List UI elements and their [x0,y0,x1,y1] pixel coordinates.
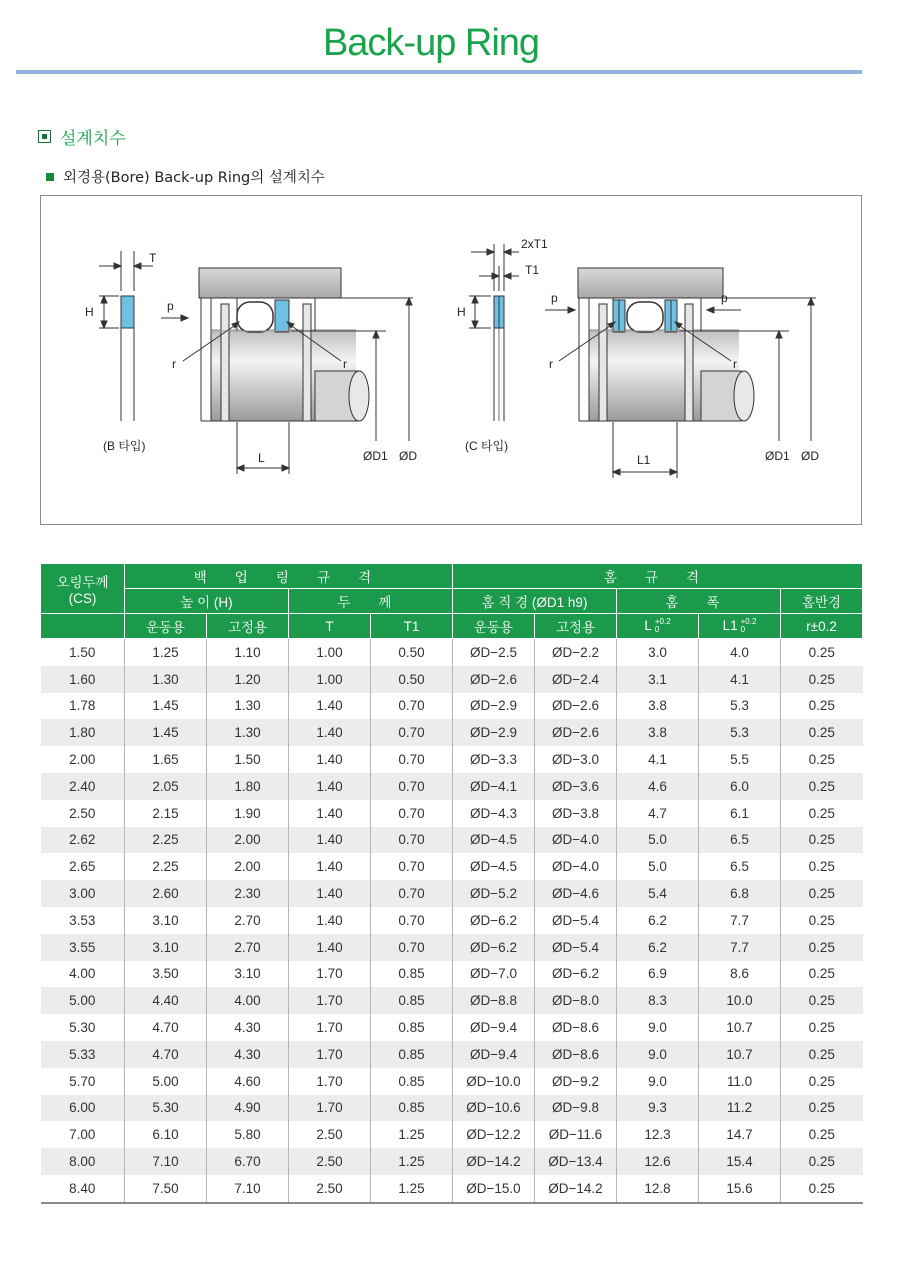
b-label-p: p [167,299,174,313]
table-cell: 0.70 [371,934,453,961]
b-type-drawing [99,251,413,474]
table-cell: 1.70 [289,1095,371,1122]
table-cell: 0.25 [781,639,863,666]
header-l-tol-bot: 0 [654,625,660,635]
b-label-d: ØD [399,449,417,463]
table-cell: 0.85 [371,1041,453,1068]
table-cell: 3.10 [125,934,207,961]
table-cell: 5.80 [207,1121,289,1148]
table-cell: 7.10 [207,1175,289,1203]
table-cell: 5.33 [41,1041,125,1068]
table-cell: 1.70 [289,1068,371,1095]
table-cell: 1.40 [289,827,371,854]
table-cell: 12.8 [617,1175,699,1203]
table-cell: 0.25 [781,880,863,907]
table-cell: 7.7 [699,907,781,934]
table-cell: 0.70 [371,773,453,800]
subsection-heading [46,166,325,187]
section-heading [38,124,126,149]
table-cell: 1.40 [289,693,371,720]
table-cell: 0.70 [371,907,453,934]
table-row [41,934,863,961]
table-cell: ØD−9.4 [453,1041,535,1068]
table-row [41,1148,863,1175]
table-cell: ØD−13.4 [535,1148,617,1175]
table-cell: 11.0 [699,1068,781,1095]
table-cell: 1.25 [125,639,207,666]
table-cell: 3.8 [617,693,699,720]
c-label-h: H [457,305,466,319]
table-cell: 6.0 [699,773,781,800]
table-cell: 4.30 [207,1041,289,1068]
table-cell: 8.6 [699,961,781,988]
table-cell: 0.85 [371,987,453,1014]
table-row [41,1014,863,1041]
table-cell: ØD−2.5 [453,639,535,666]
table-cell: 6.9 [617,961,699,988]
table-cell: ØD−4.6 [535,880,617,907]
table-cell: 2.00 [207,853,289,880]
header-thickness: 두 께 [289,589,453,614]
diagram-drawing [41,196,863,526]
b-ring-profile [121,296,134,328]
table-row [41,1041,863,1068]
table-cell: 1.00 [289,666,371,693]
table-row [41,639,863,666]
table-cell: 1.90 [207,800,289,827]
table-cell: ØD−15.0 [453,1175,535,1203]
table-cell: 2.30 [207,880,289,907]
table-cell: 8.3 [617,987,699,1014]
table-row [41,666,863,693]
table-cell: ØD−4.5 [453,827,535,854]
table-cell: 0.70 [371,853,453,880]
table-cell: 3.10 [207,961,289,988]
c-label-d1: ØD1 [765,449,790,463]
table-cell: 0.85 [371,961,453,988]
table-cell: 7.10 [125,1148,207,1175]
c-label-t1: T1 [525,263,540,277]
table-cell: 1.30 [125,666,207,693]
table-row [41,827,863,854]
table-cell: 12.6 [617,1148,699,1175]
table-cell: 1.80 [41,719,125,746]
table-cell: 5.0 [617,827,699,854]
table-cell: 3.8 [617,719,699,746]
table-cell: 4.00 [207,987,289,1014]
table-cell: 9.0 [617,1068,699,1095]
table-cell: 11.2 [699,1095,781,1122]
table-cell: 4.1 [699,666,781,693]
table-cell: 1.30 [207,719,289,746]
c-label-p2: p [721,291,728,305]
table-cell: 5.5 [699,746,781,773]
table-cell: 2.40 [41,773,125,800]
table-cell: 1.60 [41,666,125,693]
b-type-caption: (B 타입) [103,439,146,453]
header-r: r±0.2 [781,614,863,639]
table-cell: 0.25 [781,693,863,720]
header-groove-width: 홈 폭 [617,589,781,614]
table-cell: 15.4 [699,1148,781,1175]
table-cell: 6.8 [699,880,781,907]
table-cell: ØD−9.4 [453,1014,535,1041]
table-cell: ØD−3.3 [453,746,535,773]
table-cell: 9.3 [617,1095,699,1122]
table-cell: 4.90 [207,1095,289,1122]
table-cell: 5.4 [617,880,699,907]
c-label-d: ØD [801,449,819,463]
table-cell: ØD−8.8 [453,987,535,1014]
table-cell: 3.53 [69,912,96,928]
table-cell: 0.25 [781,746,863,773]
table-cell: ØD−5.4 [535,934,617,961]
table-cell: 2.70 [207,907,289,934]
table-cell: 1.70 [289,1014,371,1041]
c-type-drawing [469,244,816,478]
table-cell: 2.00 [69,752,96,768]
b-label-d1: ØD1 [363,449,388,463]
table-cell: 3.00 [41,880,125,907]
table-cell: 4.00 [69,966,96,982]
b-label-r2: r [343,357,347,371]
table-cell: 0.25 [781,827,863,854]
table-cell: 1.65 [125,746,207,773]
table-cell: 5.30 [69,1020,96,1036]
table-cell: 4.7 [617,800,699,827]
header-l1-tol-top: +0.2 [740,617,757,627]
table-cell: 2.62 [41,827,125,854]
table-cell: 3.50 [125,961,207,988]
table-cell: 0.25 [781,666,863,693]
header-l-tol-top: +0.2 [654,617,671,627]
b-label-l: L [258,451,265,465]
table-row [41,1068,863,1095]
header-backup-spec: 백 업 링 규 격 [125,564,453,589]
table-cell: ØD−2.9 [453,719,535,746]
table-cell: ØD−8.0 [535,987,617,1014]
table-cell: 10.7 [699,1014,781,1041]
table-cell: 4.70 [125,1014,207,1041]
table-cell: 0.70 [371,719,453,746]
table-cell: 6.5 [699,853,781,880]
table-cell: ØD−2.6 [535,719,617,746]
table-cell: 0.25 [781,1175,863,1203]
table-row [41,773,863,800]
table-cell: ØD−8.6 [535,1041,617,1068]
table-cell: 5.3 [699,719,781,746]
table-cell: 1.30 [207,693,289,720]
table-cell: 2.65 [69,859,96,875]
header-l [617,614,699,639]
table-cell: 1.25 [371,1148,453,1175]
table-cell: 5.00 [41,987,125,1014]
b-label-r1: r [172,357,176,371]
table-cell: ØD−4.3 [453,800,535,827]
table-cell: 0.25 [781,853,863,880]
table-cell: ØD−2.6 [535,693,617,720]
page-title: Back-up Ring [322,22,540,64]
table-cell: 6.70 [207,1148,289,1175]
table-cell: 1.40 [289,853,371,880]
c-label-l1: L1 [637,453,651,467]
table-cell: 1.25 [371,1175,453,1203]
table-cell: 0.70 [371,800,453,827]
table-cell: ØD−4.5 [453,853,535,880]
table-cell: 0.70 [371,746,453,773]
c-label-r1: r [549,357,553,371]
section-title: 설계치수 [60,129,126,149]
table-cell: 3.0 [617,639,699,666]
table-cell: 0.25 [781,1121,863,1148]
table-cell: 1.00 [289,639,371,666]
table-cell: ØD−4.0 [535,827,617,854]
table-cell: 3.1 [617,666,699,693]
table-cell: 1.40 [289,719,371,746]
table-cell: 3.10 [125,907,207,934]
header-l1 [699,614,781,639]
table-cell: 0.25 [781,1068,863,1095]
table-cell: 14.7 [699,1121,781,1148]
c-type-caption: (C 타입) [465,439,509,453]
table-cell: 2.50 [289,1175,371,1203]
header-l-label: L [644,617,652,633]
header-groove-radius: 홈반경 [781,589,863,614]
table-cell: 2.70 [207,934,289,961]
table-cell: 5.00 [125,1068,207,1095]
table-cell: 6.10 [125,1121,207,1148]
table-cell: 2.15 [125,800,207,827]
header-dynamic-2: 운동용 [453,614,535,639]
table-cell: 9.0 [617,1041,699,1068]
header-static-1: 고정용 [207,614,289,639]
spec-table-body [41,639,863,1203]
table-cell: 1.70 [289,987,371,1014]
table-cell: 4.40 [125,987,207,1014]
table-cell: 7.7 [699,934,781,961]
table-cell: ØD−6.2 [535,961,617,988]
table-cell: 2.05 [125,773,207,800]
table-cell: ØD−9.2 [535,1068,617,1095]
table-cell: 8.00 [41,1148,125,1175]
table-cell: 0.25 [781,1148,863,1175]
table-row [41,1121,863,1148]
header-height: 높 이 (H) [125,589,289,614]
table-cell: 7.00 [69,1127,96,1143]
table-row [41,719,863,746]
table-row [41,907,863,934]
header-t1: T1 [371,614,453,639]
table-cell: 0.25 [781,961,863,988]
table-cell: 2.50 [289,1121,371,1148]
table-cell: 1.80 [207,773,289,800]
table-cell: 15.6 [699,1175,781,1203]
table-cell: ØD−9.8 [535,1095,617,1122]
table-cell: 10.7 [699,1041,781,1068]
header-groove-dia: 홈 직 경 (ØD1 h9) [453,589,617,614]
table-cell: 4.60 [207,1068,289,1095]
filled-square-bullet-icon [46,173,54,181]
table-cell: ØD−5.2 [453,880,535,907]
c-housing [578,268,723,298]
table-row [41,693,863,720]
subsection-title: 외경용(Bore) Back-up Ring의 설계치수 [63,170,325,186]
table-cell: 6.5 [699,827,781,854]
table-cell: 0.50 [371,639,453,666]
table-cell: 4.6 [617,773,699,800]
b-label-h: H [85,305,94,319]
table-cell: 1.78 [69,698,96,714]
table-cell: 0.50 [371,666,453,693]
header-oring-cs: (CS) [68,591,97,606]
table-cell: ØD−14.2 [453,1148,535,1175]
table-cell: 1.40 [289,773,371,800]
table-row [41,746,863,773]
table-cell: 0.70 [371,827,453,854]
table-cell: 0.70 [371,693,453,720]
table-cell: ØD−2.2 [535,639,617,666]
table-cell: 1.70 [289,1041,371,1068]
table-cell: ØD−12.2 [453,1121,535,1148]
header-oring-label: 오링두께 [56,575,109,590]
square-bullet-icon [38,130,51,143]
header-dynamic-1: 운동용 [125,614,207,639]
table-cell: 1.40 [289,907,371,934]
header-l1-label: L1 [722,617,738,633]
table-cell: 0.25 [781,987,863,1014]
design-diagram [40,195,862,525]
table-cell: 0.85 [371,1068,453,1095]
table-row [41,1095,863,1122]
table-cell: 0.85 [371,1095,453,1122]
table-cell: ØD−5.4 [535,907,617,934]
table-row [41,961,863,988]
table-cell: ØD−2.6 [453,666,535,693]
header-empty [41,614,125,639]
table-cell: ØD−6.2 [453,934,535,961]
table-row [41,800,863,827]
table-cell: 6.2 [617,934,699,961]
table-cell: 1.40 [289,880,371,907]
table-cell: 5.70 [69,1073,96,1089]
table-cell: 0.25 [781,800,863,827]
table-cell: ØD−2.4 [535,666,617,693]
table-cell: 4.30 [207,1014,289,1041]
table-cell: 0.25 [781,773,863,800]
table-cell: 9.0 [617,1014,699,1041]
table-cell: 8.40 [41,1175,125,1203]
table-cell: 0.25 [781,934,863,961]
header-oring [41,564,125,614]
c-label-p1: p [551,291,558,305]
table-cell: ØD−4.1 [453,773,535,800]
table-cell: ØD−11.6 [535,1121,617,1148]
table-cell: 0.25 [781,719,863,746]
table-cell: 6.1 [699,800,781,827]
table-cell: 1.70 [289,961,371,988]
table-cell: 10.0 [699,987,781,1014]
b-label-t: T [149,251,157,265]
table-cell: ØD−3.6 [535,773,617,800]
table-cell: 1.25 [371,1121,453,1148]
table-cell: 1.10 [207,639,289,666]
table-cell: 1.50 [69,644,96,660]
table-cell: 2.50 [69,805,96,821]
table-cell: 0.25 [781,1095,863,1122]
table-cell: 4.0 [699,639,781,666]
c-label-r2: r [733,357,737,371]
title-divider [16,70,862,74]
table-cell: 2.25 [125,853,207,880]
header-groove-spec: 홈 규 격 [453,564,863,589]
table-cell: ØD−10.0 [453,1068,535,1095]
b-housing [199,268,341,298]
table-cell: 0.85 [371,1014,453,1041]
table-cell: 5.3 [699,693,781,720]
table-cell: 5.0 [617,853,699,880]
table-cell: 0.70 [371,880,453,907]
table-cell: ØD−2.9 [453,693,535,720]
header-l1-tol-bot: 0 [740,625,746,635]
table-cell: 2.00 [207,827,289,854]
table-cell: ØD−10.6 [453,1095,535,1122]
table-cell: 3.55 [41,934,125,961]
table-cell: ØD−7.0 [453,961,535,988]
table-cell: 1.40 [289,934,371,961]
table-row [41,987,863,1014]
table-cell: ØD−3.8 [535,800,617,827]
table-cell: 6.00 [41,1095,125,1122]
table-cell: 1.45 [125,693,207,720]
table-cell: 1.50 [207,746,289,773]
table-cell: 1.40 [289,746,371,773]
table-cell: ØD−14.2 [535,1175,617,1203]
table-cell: 12.3 [617,1121,699,1148]
table-cell: 1.20 [207,666,289,693]
table-cell: 5.30 [125,1095,207,1122]
table-cell: 0.25 [781,907,863,934]
spec-table [40,564,863,1204]
table-cell: ØD−6.2 [453,907,535,934]
table-cell: 1.45 [125,719,207,746]
table-cell: 2.60 [125,880,207,907]
table-cell: 4.70 [125,1041,207,1068]
header-t: T [289,614,371,639]
header-static-2: 고정용 [535,614,617,639]
table-cell: ØD−8.6 [535,1014,617,1041]
table-cell: ØD−3.0 [535,746,617,773]
table-cell: 1.40 [289,800,371,827]
table-cell: 0.25 [781,1014,863,1041]
table-row [41,880,863,907]
table-cell: 0.25 [781,1041,863,1068]
table-cell: 2.25 [125,827,207,854]
table-row [41,853,863,880]
table-cell: ØD−4.0 [535,853,617,880]
c-label-2xt1: 2xT1 [521,237,548,251]
table-cell: 2.50 [289,1148,371,1175]
table-cell: 4.1 [617,746,699,773]
table-cell: 7.50 [125,1175,207,1203]
table-cell: 6.2 [617,907,699,934]
table-row [41,1175,863,1203]
